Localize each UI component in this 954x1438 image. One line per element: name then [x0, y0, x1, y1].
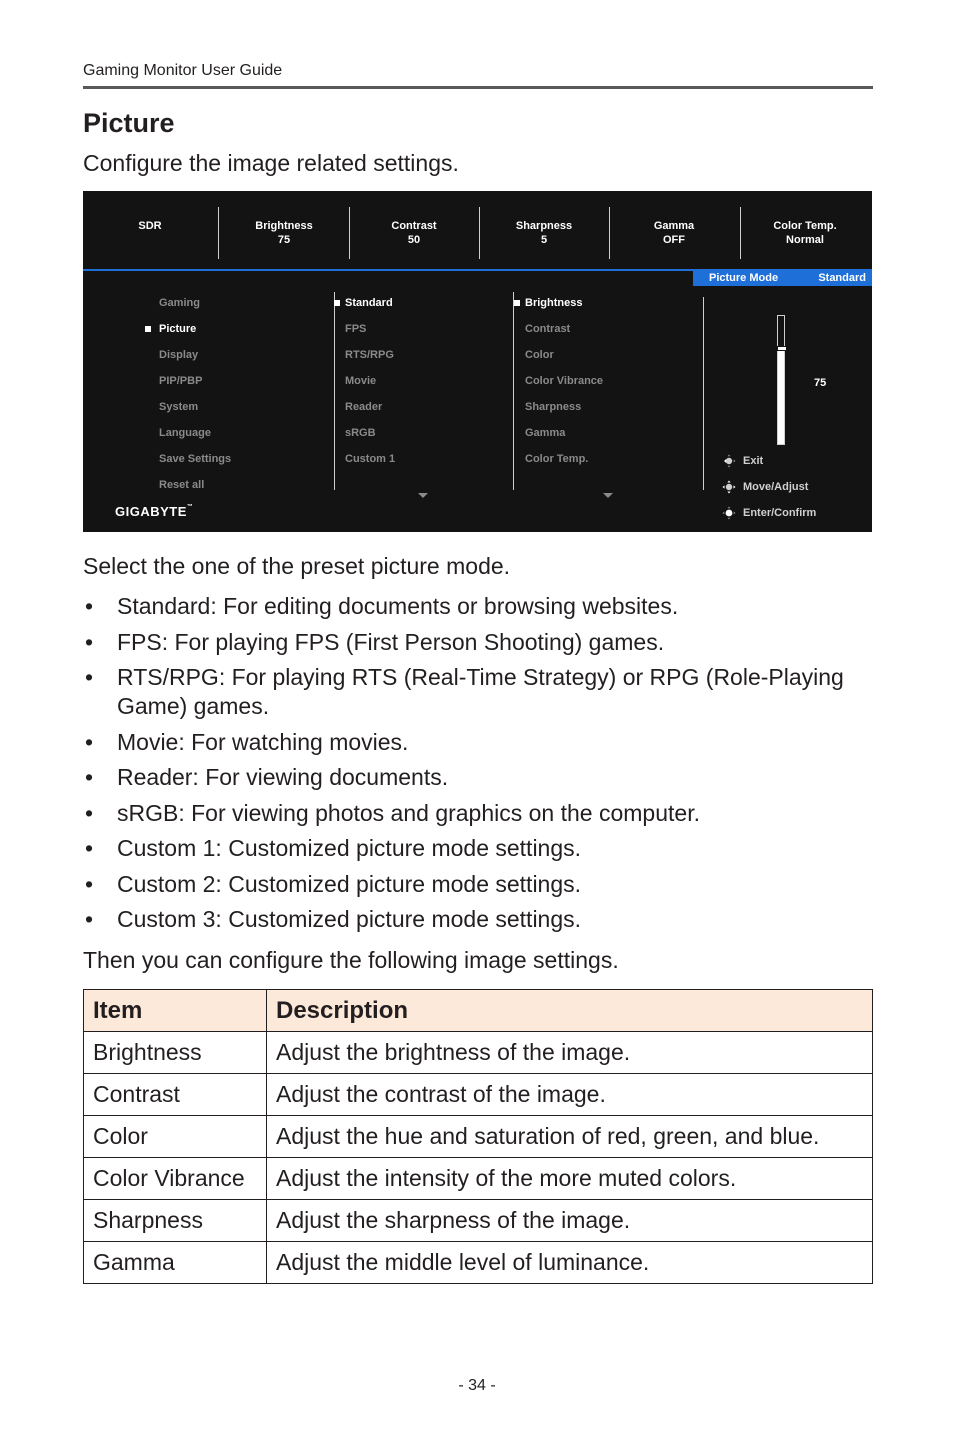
list-item: [83, 663, 873, 721]
osd-stat-sharpness: [479, 219, 609, 247]
table-cell-description: Adjust the sharpness of the image.: [267, 1200, 873, 1242]
bullet-marker: •: [85, 764, 94, 790]
osd-column-divider: [703, 297, 704, 490]
osd-stat-value: Normal: [786, 234, 824, 246]
osd-mode-selected-marker: [334, 300, 340, 306]
osd-menu-item-pip-pbp[interactable]: PIP/PBP: [159, 375, 203, 387]
osd-menu-item-save-settings[interactable]: Save Settings: [159, 453, 232, 465]
bullet-marker: •: [85, 728, 94, 755]
osd-menu-selected-marker: [145, 326, 151, 332]
osd-stat-value: OFF: [663, 234, 685, 246]
osd-mode-custom-1[interactable]: Custom 1: [345, 453, 396, 465]
osd-stat-label: SDR: [138, 220, 162, 232]
list-item-text: Movie: For watching movies.: [117, 728, 409, 755]
osd-column-divider: [513, 292, 514, 490]
osd-stat-gamma: [609, 219, 739, 247]
osd-stat-label: Gamma: [653, 220, 695, 232]
osd-menu-item-reset-all[interactable]: Reset all: [159, 479, 205, 491]
bullet-marker: •: [85, 593, 94, 619]
list-item: [83, 592, 873, 621]
list-item: [83, 870, 873, 899]
osd-menu-item-picture[interactable]: Picture: [159, 323, 197, 335]
table-cell-description: Adjust the contrast of the image.: [267, 1074, 873, 1116]
list-item: [83, 728, 873, 757]
osd-setting-sharpness[interactable]: Sharpness: [525, 401, 582, 413]
osd-slider-knob[interactable]: [777, 346, 787, 351]
osd-mode-fps[interactable]: FPS: [345, 323, 367, 335]
osd-mode-srgb[interactable]: sRGB: [345, 427, 376, 439]
osd-stat-label: Color Temp.: [773, 220, 837, 232]
table-cell-item: Gamma: [84, 1242, 267, 1284]
bullet-marker: •: [85, 628, 94, 655]
osd-setting-color-temp[interactable]: Color Temp.: [525, 453, 589, 465]
osd-stat-brightness: [219, 219, 349, 247]
osd-tab-label: Picture Mode: [709, 272, 779, 284]
bullet-marker: •: [85, 664, 94, 690]
section-title: Picture: [83, 108, 175, 138]
osd-mode-rts-rpg[interactable]: RTS/RPG: [345, 349, 394, 361]
osd-help-label: Enter/Confirm: [743, 507, 817, 519]
osd-brightness-slider[interactable]: [777, 315, 785, 445]
osd-help-label: Exit: [743, 455, 764, 467]
table-row: [84, 1242, 873, 1284]
list-item: [83, 628, 873, 657]
table-cell-description: Adjust the intensity of the more muted colors.: [267, 1158, 873, 1200]
list-item-text: FPS: For playing FPS (First Person Shooting) games.: [117, 628, 665, 655]
table-cell-item: Color: [84, 1116, 267, 1158]
osd-mode-movie[interactable]: Movie: [345, 375, 377, 387]
table-cell-item: Sharpness: [84, 1200, 267, 1242]
table-cell-description: Adjust the hue and saturation of red, green, and blue.: [267, 1116, 873, 1158]
then-instruction: Then you can configure the following image settings.: [83, 947, 619, 973]
table-row: [84, 1032, 873, 1074]
picture-mode-list: [83, 592, 873, 941]
table-cell-item: Contrast: [84, 1074, 267, 1116]
osd-setting-gamma[interactable]: Gamma: [525, 427, 566, 439]
list-item-text: Reader: For viewing documents.: [117, 764, 449, 790]
table-cell-item: Brightness: [84, 1032, 267, 1074]
list-item-text: Standard: For editing documents or browsing websites.: [117, 593, 679, 619]
table-row: [84, 1200, 873, 1242]
list-item: [83, 905, 873, 934]
osd-mode-standard[interactable]: Standard: [345, 297, 393, 309]
list-item: [83, 763, 873, 792]
gigabyte-logo: [115, 504, 193, 519]
osd-setting-color[interactable]: Color: [525, 349, 554, 361]
table-cell-description: Adjust the middle level of luminance.: [267, 1242, 873, 1284]
chevron-down-icon[interactable]: [418, 493, 428, 498]
osd-stat-label: Brightness: [255, 220, 313, 232]
list-item: [83, 834, 873, 863]
osd-setting-brightness[interactable]: Brightness: [525, 297, 583, 309]
osd-stat-value: 5: [540, 234, 548, 246]
osd-stat-sdr: [85, 219, 215, 233]
osd-stat-value: 50: [407, 234, 421, 246]
section-intro: Configure the image related settings.: [83, 150, 459, 176]
logo-text: GIGABYTE: [115, 504, 187, 519]
osd-menu-item-language[interactable]: Language: [159, 427, 211, 439]
osd-menu-item-system[interactable]: System: [159, 401, 199, 413]
table-header-description: Description: [267, 990, 873, 1032]
osd-menu-item-display[interactable]: Display: [159, 349, 199, 361]
table-cell-item: Color Vibrance: [84, 1158, 267, 1200]
settings-table: [83, 989, 873, 1284]
osd-slider-value: 75: [814, 377, 827, 389]
osd-column-divider: [334, 292, 335, 490]
osd-setting-color-vibrance[interactable]: Color Vibrance: [525, 375, 604, 387]
osd-panel: [83, 191, 872, 532]
osd-stat-value: 75: [277, 234, 291, 246]
dpad-left-icon: [721, 453, 737, 469]
list-item-text: RTS/RPG: For playing RTS (Real-Time Strategy) or RPG (Role-Playing Game) games.: [117, 664, 844, 719]
table-header-item: Item: [84, 990, 267, 1032]
bullet-marker: •: [85, 906, 94, 932]
osd-stat-label: Contrast: [391, 220, 437, 232]
select-instruction: Select the one of the preset picture mode.: [83, 553, 511, 579]
osd-menu-item-gaming[interactable]: Gaming: [159, 297, 200, 309]
dpad-press-icon: [721, 505, 737, 521]
page-number: - 34 -: [458, 1377, 496, 1394]
osd-stat-color-temp: [740, 219, 870, 247]
list-item-text: Custom 3: Customized picture mode settings.: [117, 906, 582, 932]
osd-setting-contrast[interactable]: Contrast: [525, 323, 571, 335]
osd-picture-mode-tab: [693, 271, 872, 286]
bullet-marker: •: [85, 870, 94, 897]
header-rule: [83, 86, 873, 89]
osd-slider-fill: [778, 348, 784, 444]
chevron-down-icon[interactable]: [603, 493, 613, 498]
list-item-text: Custom 2: Customized picture mode settings.: [117, 870, 582, 897]
table-row: [84, 1074, 873, 1116]
list-item-text: Custom 1: Customized picture mode settings.: [117, 835, 582, 861]
osd-mode-reader[interactable]: Reader: [345, 401, 383, 413]
table-row: [84, 1116, 873, 1158]
table-row: [84, 1158, 873, 1200]
list-item-text: sRGB: For viewing photos and graphics on the computer.: [117, 799, 700, 826]
table-header-row: [84, 990, 873, 1032]
osd-stat-label: Sharpness: [515, 220, 573, 232]
table-cell-description: Adjust the brightness of the image.: [267, 1032, 873, 1074]
osd-tab-value: Standard: [818, 272, 866, 284]
dpad-move-icon: [721, 479, 737, 495]
bullet-marker: •: [85, 799, 94, 826]
list-item: [83, 799, 873, 828]
logo-trademark: ™: [186, 504, 194, 510]
bullet-marker: •: [85, 835, 94, 861]
running-header: Gaming Monitor User Guide: [83, 62, 283, 79]
osd-help-label: Move/Adjust: [743, 481, 809, 493]
osd-setting-selected-marker: [514, 300, 520, 306]
osd-status-bar: [83, 191, 872, 269]
osd-stat-contrast: [349, 219, 479, 247]
